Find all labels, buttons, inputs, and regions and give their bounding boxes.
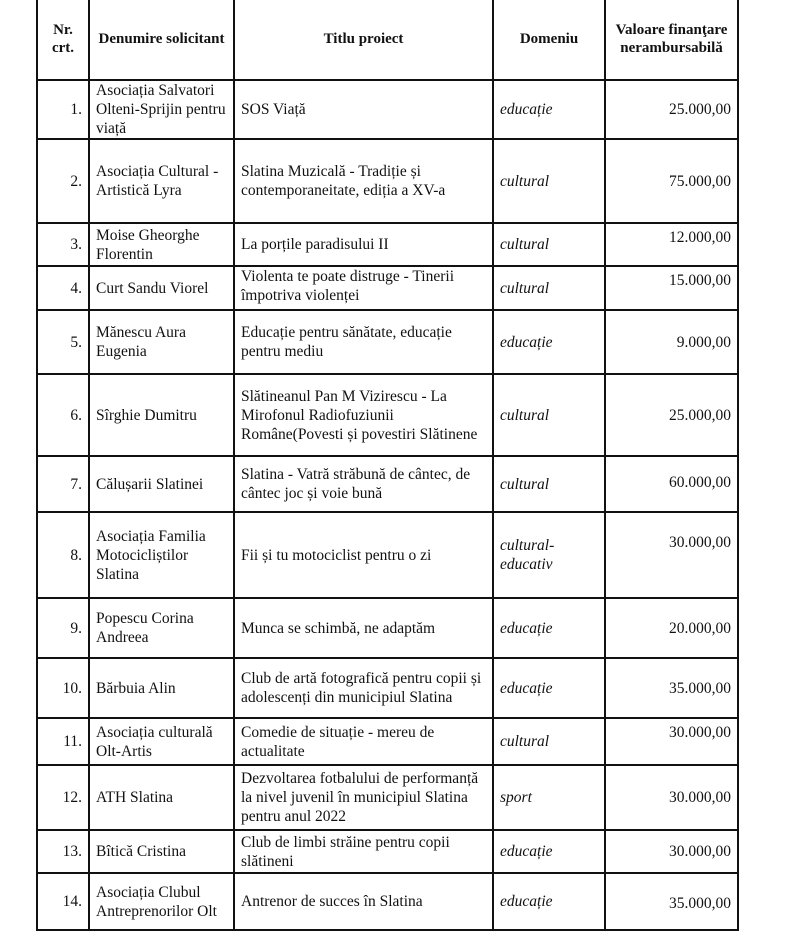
domain: educație <box>493 598 605 658</box>
table-row <box>37 139 738 223</box>
funding-value: 25.000,00 <box>605 80 738 139</box>
grant-funding-table <box>36 0 739 931</box>
project-title: Slatina Muzicală - Tradiție și contemporaneitate, ediția a XV-a <box>234 139 493 223</box>
row-number: 11. <box>37 718 89 765</box>
header-valoare: Valoare finanţare nerambursabilă <box>605 0 738 80</box>
project-title: SOS Viață <box>234 80 493 139</box>
applicant-name: Asociația Clubul Antreprenorilor Olt <box>89 873 234 930</box>
header-domeniu: Domeniu <box>493 0 605 80</box>
row-number: 10. <box>37 658 89 718</box>
funding-value: 15.000,00 <box>605 266 738 310</box>
row-number: 13. <box>37 830 89 873</box>
project-title: Slătineanul Pan M Vizirescu - La Mirofonul Radiofuziunii Române(Povesti și povestiri Slătinene <box>234 374 493 456</box>
applicant-name: Asociația Familia Motocicliștilor Slatina <box>89 512 234 598</box>
domain: educație <box>493 830 605 873</box>
funding-value: 30.000,00 <box>605 765 738 830</box>
table-row <box>37 718 738 765</box>
applicant-name: Bărbuia Alin <box>89 658 234 718</box>
domain: educație <box>493 658 605 718</box>
domain: cultural <box>493 223 605 266</box>
applicant-name: Asociația Salvatori Olteni-Sprijin pentru viață <box>89 80 234 139</box>
row-number: 14. <box>37 873 89 930</box>
applicant-name: Sîrghie Dumitru <box>89 374 234 456</box>
funding-value: 12.000,00 <box>605 223 738 266</box>
header-titlu: Titlu proiect <box>234 0 493 80</box>
domain: cultural <box>493 456 605 512</box>
header-solicitant: Denumire solicitant <box>89 0 234 80</box>
row-number: 12. <box>37 765 89 830</box>
table-row <box>37 374 738 456</box>
project-title: Comedie de situație - mereu de actualitate <box>234 718 493 765</box>
funding-value: 25.000,00 <box>605 374 738 456</box>
row-number: 8. <box>37 512 89 598</box>
applicant-name: Moise Gheorghe Florentin <box>89 223 234 266</box>
row-number: 5. <box>37 310 89 374</box>
domain: cultural <box>493 139 605 223</box>
row-number: 6. <box>37 374 89 456</box>
domain: educație <box>493 310 605 374</box>
funding-value: 9.000,00 <box>605 310 738 374</box>
domain: cultural <box>493 718 605 765</box>
project-title: Munca se schimbă, ne adaptăm <box>234 598 493 658</box>
applicant-name: Mănescu Aura Eugenia <box>89 310 234 374</box>
applicant-name: Popescu Corina Andreea <box>89 598 234 658</box>
table-row <box>37 80 738 139</box>
header-nr: Nr. crt. <box>37 0 89 80</box>
applicant-name: Asociația Cultural - Artistică Lyra <box>89 139 234 223</box>
table-row <box>37 310 738 374</box>
domain: cultural-educativ <box>493 512 605 598</box>
applicant-name: Asociația culturală Olt-Artis <box>89 718 234 765</box>
funding-value: 75.000,00 <box>605 139 738 223</box>
table-row <box>37 830 738 873</box>
funding-value: 35.000,00 <box>605 873 738 930</box>
domain: cultural <box>493 374 605 456</box>
row-number: 3. <box>37 223 89 266</box>
project-title: Antrenor de succes în Slatina <box>234 873 493 930</box>
funding-value: 60.000,00 <box>605 456 738 512</box>
funding-value: 30.000,00 <box>605 512 738 598</box>
table-row <box>37 223 738 266</box>
funding-value: 20.000,00 <box>605 598 738 658</box>
funding-value: 35.000,00 <box>605 658 738 718</box>
project-title: Club de limbi străine pentru copii slătineni <box>234 830 493 873</box>
applicant-name: Bîtică Cristina <box>89 830 234 873</box>
project-title: Club de artă fotografică pentru copii și adolescenți din municipiul Slatina <box>234 658 493 718</box>
applicant-name: Curt Sandu Viorel <box>89 266 234 310</box>
header-row <box>37 0 738 80</box>
row-number: 4. <box>37 266 89 310</box>
table-row <box>37 598 738 658</box>
project-title: La porțile paradisului II <box>234 223 493 266</box>
applicant-name: Călușarii Slatinei <box>89 456 234 512</box>
table-row <box>37 658 738 718</box>
table-row <box>37 512 738 598</box>
project-title: Slatina - Vatră străbună de cântec, de cântec joc și voie bună <box>234 456 493 512</box>
funding-value: 30.000,00 <box>605 718 738 765</box>
table-row <box>37 765 738 830</box>
row-number: 2. <box>37 139 89 223</box>
table-row <box>37 456 738 512</box>
project-title: Violenta te poate distruge - Tinerii împotriva violenței <box>234 266 493 310</box>
project-title: Fii și tu motociclist pentru o zi <box>234 512 493 598</box>
project-title: Dezvoltarea fotbalului de performanță la nivel juvenil în municipiul Slatina pentru anul 2022 <box>234 765 493 830</box>
domain: educație <box>493 80 605 139</box>
project-title: Educație pentru sănătate, educație pentru mediu <box>234 310 493 374</box>
funding-value: 30.000,00 <box>605 830 738 873</box>
table-row <box>37 873 738 930</box>
domain: sport <box>493 765 605 830</box>
row-number: 7. <box>37 456 89 512</box>
applicant-name: ATH Slatina <box>89 765 234 830</box>
table-row <box>37 266 738 310</box>
row-number: 9. <box>37 598 89 658</box>
domain: educație <box>493 873 605 930</box>
domain: cultural <box>493 266 605 310</box>
row-number: 1. <box>37 80 89 139</box>
